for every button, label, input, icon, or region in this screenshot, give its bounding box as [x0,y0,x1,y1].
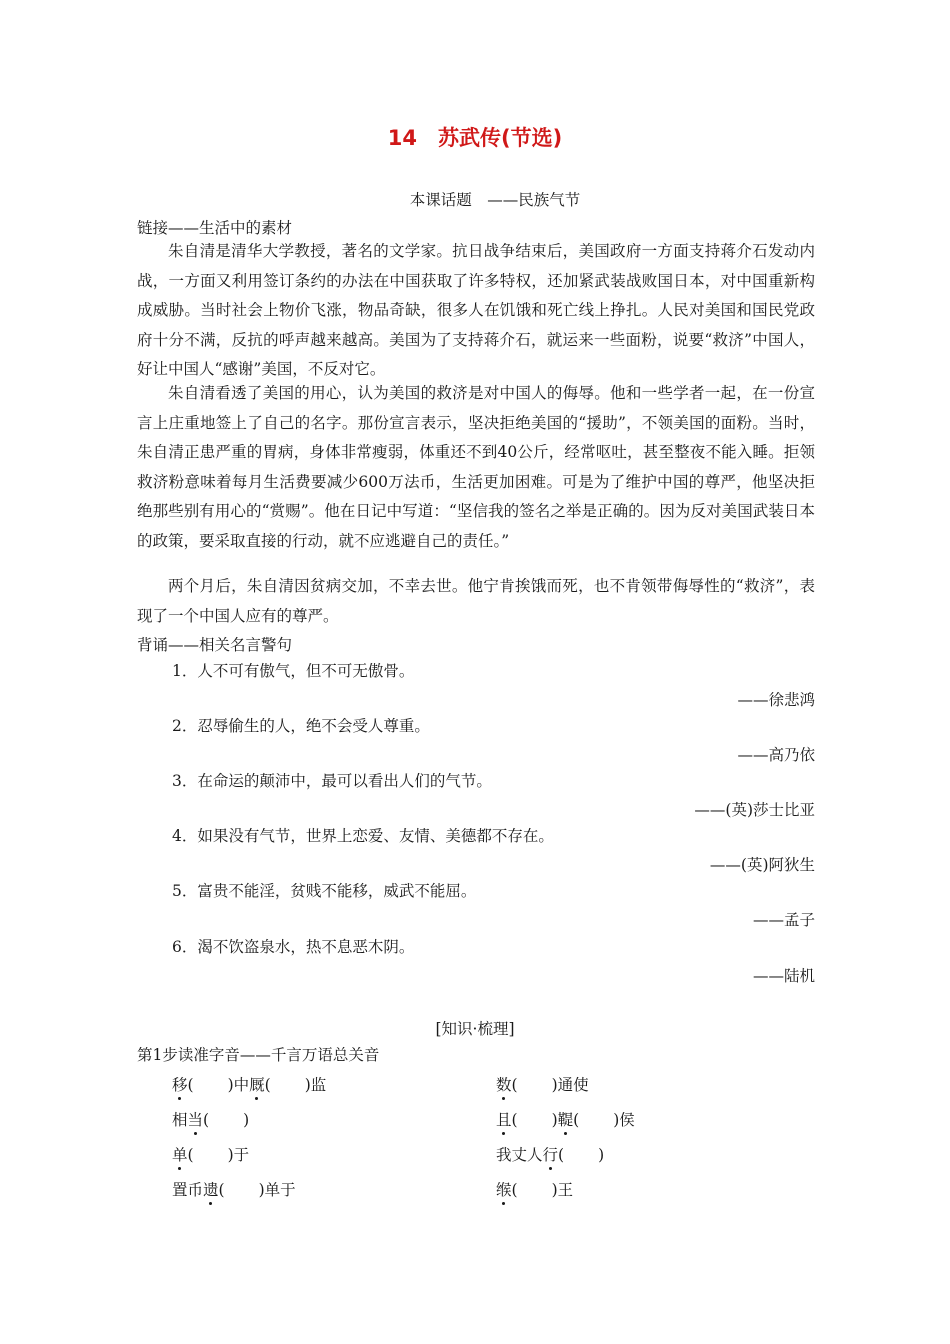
story-paragraph-3: 两个月后，朱自清因贫病交加，不幸去世。他宁肯挨饿而死，也不肯领带侮辱性的“救济”，表现了一个中国人应有的尊严。 [137,577,815,625]
story-paragraph-1: 朱自清是清华大学教授，著名的文学家。抗日战争结束后，美国政府一方面支持蒋介石发动内战，一方面又利用签订条约的办法在中国获取了许多特权，还加紧武装战败国日本，对中国重新构成威胁。当时社会上物价飞涨，物品奇缺，很多人在饥饿和死亡线上挣扎。人民对美国和国民党政府十分不满，反抗的呼声越来越高。美国为了支持蒋介石，就运来一些面粉，说要“救济”中国人，好让中国人“感谢”美国，不反对它。 [137,242,815,378]
quote-text: 4．如果没有气节，世界上恋爱、友情、美德都不存在。 [172,827,554,845]
quote-text: 2．忍辱偷生的人，绝不会受人尊重。 [172,717,430,735]
step-heading: 第1步读准字音——千言万语总关音 [137,1046,380,1064]
pron-item: 置币遗( )单于 [172,1178,296,1200]
quote-author: ——(英)莎士比亚 [694,801,815,819]
quote-text: 6．渴不饮盗泉水，热不息恶木阴。 [172,938,415,956]
recite-heading: 背诵——相关名言警句 [137,636,293,654]
pron-item: 单( )于 [172,1143,249,1165]
pron-item: 相当( ) [172,1108,249,1130]
lesson-title: 14 苏武传(节选) [387,126,563,150]
pron-item: 移( )中厩( )监 [172,1073,326,1095]
pron-item: 且( )鞮( )侯 [496,1108,635,1130]
quote-text: 5．富贵不能淫，贫贱不能移，威武不能屈。 [172,882,477,900]
quote-author: ——徐悲鸿 [737,691,815,709]
quote-text: 3．在命运的颠沛中，最可以看出人们的气节。 [172,772,492,790]
quote-author: ——陆机 [752,967,815,985]
quote-text: 1．人不可有傲气，但不可无傲骨。 [172,662,415,680]
quote-author: ——(英)阿狄生 [709,856,815,874]
pron-item: 缑( )王 [496,1178,573,1200]
pron-item: 我丈人行( ) [496,1143,604,1165]
link-heading: 链接——生活中的素材 [137,219,293,237]
quote-author: ——高乃依 [737,746,815,764]
quote-author: ——孟子 [752,911,815,929]
section-title: [知识·梳理] [435,1020,515,1038]
pron-item: 数( )通使 [496,1073,589,1095]
story-paragraph-2: 朱自清看透了美国的用心，认为美国的救济是对中国人的侮辱。他和一些学者一起，在一份宣言上庄重地签上了自己的名字。那份宣言表示，坚决拒绝美国的“援助”，不领美国的面粉。当时，朱自清正患严重的胃病，身体非常瘦弱，体重还不到40公斤，经常呕吐，甚至整夜不能入睡。拒领救济粉意味着每月生活费要减少600万法币，生活更加困难。可是为了维护中国的尊严，他坚决拒绝那些别有用心的“赏赐”。他在日记中写道：“坚信我的签名之举是正确的。因为反对美国武装日本的政策，要采取直接的行动，就不应逃避自己的责任。” [137,384,815,550]
lesson-topic: 本课话题 ——民族气节 [409,191,581,209]
